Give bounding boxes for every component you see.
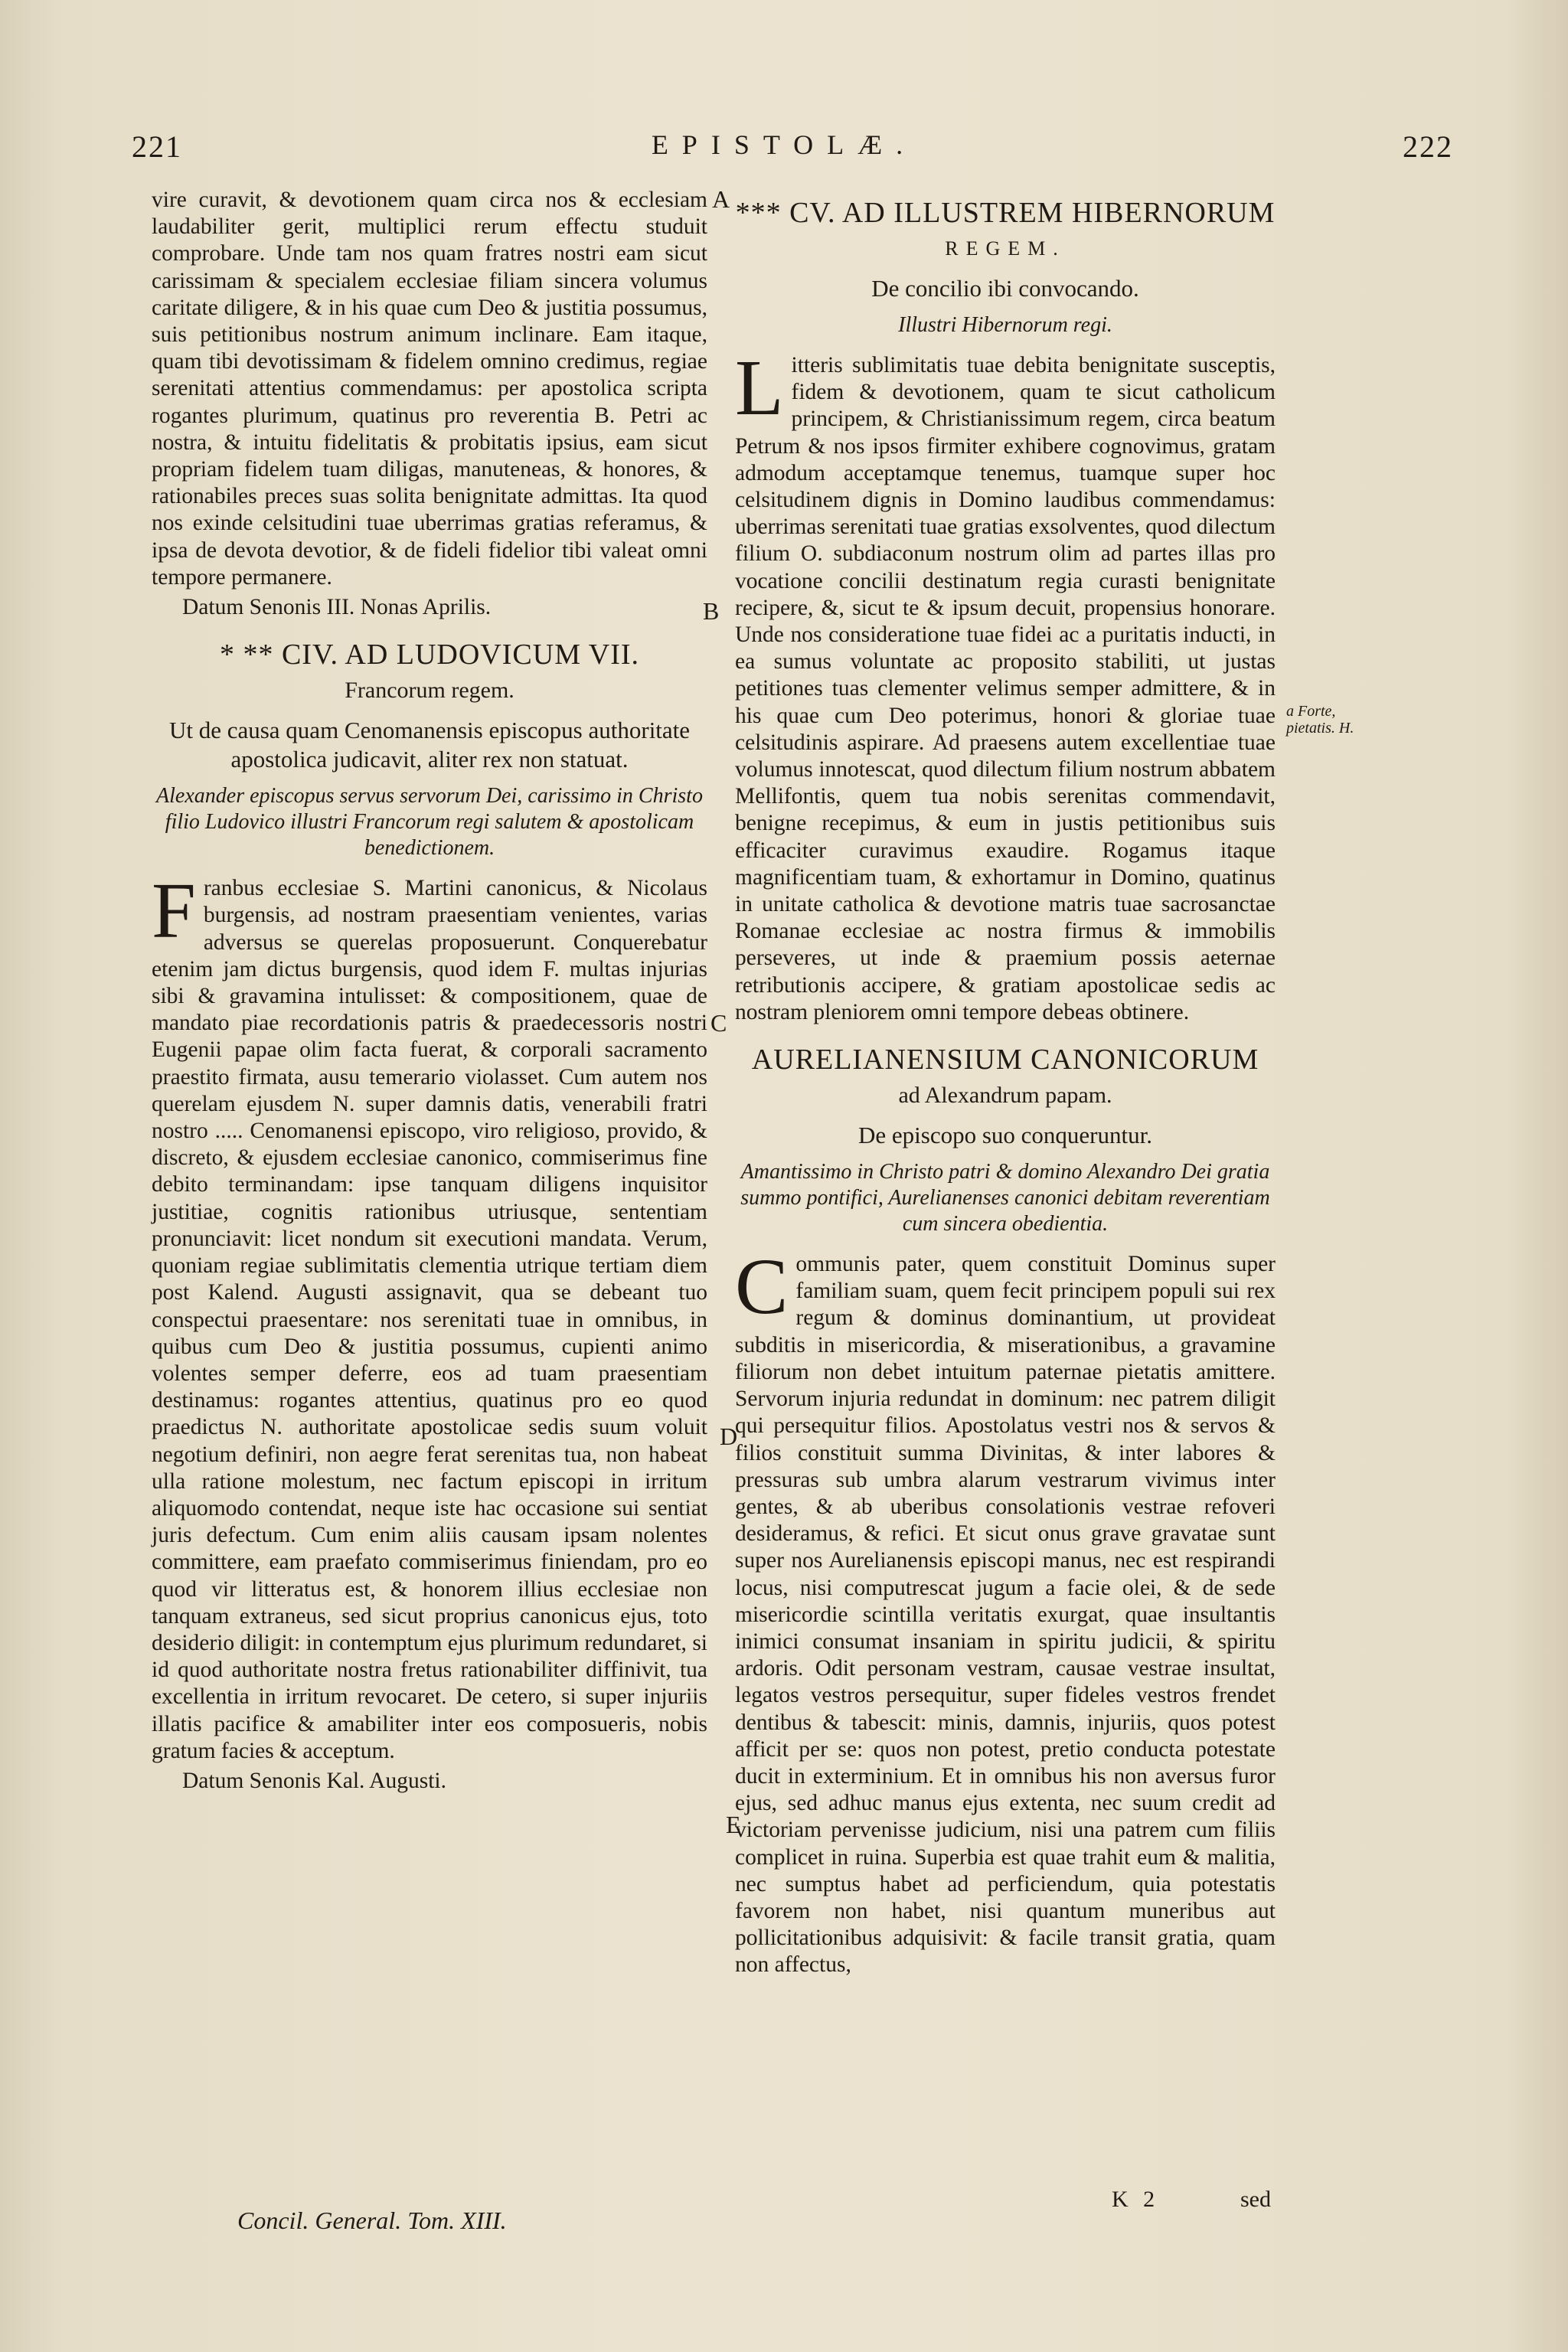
- right-page-number: 222: [1403, 129, 1453, 164]
- left-column: [152, 187, 707, 1795]
- catchword: sed: [1240, 2187, 1271, 2212]
- margin-letter-b: B: [703, 597, 720, 625]
- letter-summary: Ut de causa quam Cenomanensis episcopus authoritate apostolica judicavit, aliter rex non statuat.: [168, 717, 691, 773]
- margin-letter-c: C: [710, 1009, 727, 1037]
- letter-title: AURELIANENSIUM CANONICORUM: [751, 1044, 1259, 1076]
- letter-salutation: Alexander episcopus servus servorum Dei, carissimo in Christo filio Ludovico illustri Francorum regi salutem & apostolicam benedictionem.: [156, 784, 703, 861]
- letter-date: Datum Senonis Kal. Augusti.: [182, 1768, 446, 1793]
- letter-salutation: Amantissimo in Christo patri & domino Alexandro Dei gratia summo pontifici, Aurelianenses canonici debitam reverentiam cum sincera obedientia.: [740, 1160, 1270, 1236]
- margin-letter-e: E: [726, 1811, 741, 1838]
- letter-title: *** CV. AD ILLUSTREM HIBERNORUM: [735, 197, 1276, 229]
- letter-date: Datum Senonis III. Nonas Aprilis.: [182, 595, 492, 620]
- letter-salutation: Illustri Hibernorum regi.: [898, 313, 1112, 337]
- letter-summary: De concilio ibi convocando.: [871, 275, 1139, 302]
- letter-subtitle: REGEM.: [945, 237, 1066, 260]
- margin-letter-d: D: [720, 1423, 738, 1450]
- running-title: EPISTOLÆ.: [651, 129, 917, 160]
- signature-mark: K 2: [1112, 2187, 1160, 2212]
- letter-summary: De episcopo suo conqueruntur.: [858, 1122, 1152, 1149]
- left-page-number: 221: [132, 129, 182, 164]
- margin-letter-a: A: [712, 185, 730, 213]
- footer-source: Concil. General. Tom. XIII.: [237, 2207, 507, 2234]
- letter-continuation: vire curavit, & devotionem quam circa nos & ecclesiam laudabiliter gerit, multiplici rerum effectu studuit comprobare. Unde tam nos quam fratres nostri eam sicut carissimam & specialem ecclesiae filiam sincera volumus caritate diligere, & in his quae cum Deo & justitia possumus, suis petitionibus nostrum animum inclinare. Eam itaque, quam tibi devotissimam & fidelem omnino credimus, regiae serenitati attentius commendamus: per apostolica scripta rogantes plurimum, quatinus pro reverentia B. Petri ac nostra, & intuitu fidelitatis & probitatis ipsius, eam sicut propriam fidelem tuam diligas, manuteneas, & honores, & rationabiles preces suas solita benignitate admittas. Ita quod nos exinde celsitudini tuae uberrimas gratias referamus, & ipsa de devota devotior, & de fideli fidelior tibi valeat omni tempore permanere.: [152, 188, 707, 590]
- right-column: [735, 187, 1276, 1979]
- letter-subtitle: ad Alexandrum papam.: [898, 1083, 1112, 1109]
- letter-subtitle: Francorum regem.: [345, 678, 514, 704]
- letter-title: * ** CIV. AD LUDOVICUM VII.: [219, 639, 640, 671]
- marginal-note: a Forte, pietatis. H.: [1286, 703, 1354, 737]
- letter-body: Litteris sublimitatis tuae debita benignitate susceptis, fidem & devotionem, quam te sicut catholicum principem, & Christianissimum regem, circa beatum Petrum & nos ipsos firmiter exhibere cognovimus, gratam admodum acceptamque tenemus, tuamque super hoc celsitudinem dignis in Domino laudibus commendamus: uberrimas serenitati tuae gratias exsolventes, quod dilectum filium O. subdiaconum nostrum olim ad partes illas pro vocatione concilii destinatum regia curasti benignitate recipere, &, sicut te & ipsum decuit, propensius honorare. Unde nos consideratione tuae fidei ac a puritatis inducti, in ea sumus voluntate ac proposito stabiliti, ut justas petitiones tuas clementer velimus semper admittere, & in his quae cum Deo poterimus, honori & gloriae tuae celsitudinis aspirare. Ad praesens autem excellentiae tuae volumus innotescat, quod dilectum filium nostrum abbatem Mellifontis, quem tua nobis serenitas commendavit, benigne recepimus, & eum in justis petitionibus suis efficaciter curavimus exaudire. Rogamus itaque magnificentiam tuam, & exhortamur in Domino, quatinus in unitate catholica & devotione matris tuae sacrosanctae Romanae ecclesiae ac nostra firmus & immobilis perseveres, ut inde & praemium possis aeternae retributionis accipere, & gratiam apostolicae sedis ac nostram pleniorem omni tempore debeas obtinere.: [735, 344, 1276, 1024]
- letter-body: Franbus ecclesiae S. Martini canonicus, & Nicolaus burgensis, ad nostram praesentiam venientes, varias adversus se querelas proposuerunt. Conquerebatur etenim jam dictus burgensis, quod idem F. multas injurias sibi & gravamina intulisset: & compositionem, quae de mandato piae recordationis patris & praedecessoris nostri Eugenii papae olim facta fuerat, & corporali sacramento praestito firmata, ausu temerario violasset. Cum autem nos querelam ejusdem N. super damnis datis, venerabili fratri nostro ..... Cenomanensi episcopo, viro religioso, provido, & discreto, & ejusdem ecclesiae canonico, commiserimus fine debito terminandam: ipse tanquam diligens inquisitor justitiae, cognitis rationibus utriusque, sententiam pronunciavit: licet nondum sit executioni mandata. Verum, quoniam regiae sublimitatis clementia utrique tertiam diem post Kalend. Augusti assignavit, qua se debeant tuo conspectui praesentare: nos serenitati tuae in omnibus, in quibus cum Deo & justitia possumus, cupienti animo volentes semper deferre, eos ad tuam praesentiam destinamus: rogantes attentius, quatinus pro eo quod praedictus N. authoritate apostolicae sedis suum voluit negotium definiri, non aegre ferat serenitas tua, non habeat ulla ratione molestum, nec factum episcopi in irritum aliquomodo contendat, neque iste hac occasione sui sentiat juris defectum. Cum enim aliis causam ipsam nolentes committere, eam praefato commiserimus finiendam, pro eo quod vir litteratus est, & honorem illius ecclesiae non tanquam extraneus, sed sicut proprius canonicus ejus, toto desiderio diligit: in contemptum ejus plurimum redundaret, si id quod authoritate nostra fretus rationabiliter diffinivit, tua excellentia in irritum revocaret. De cetero, si super injuriis illatis pacifice & amabiliter inter eos composueris, nobis gratum facies & acceptum.: [152, 867, 707, 1763]
- letter-body: Communis pater, quem constituit Dominus super familiam suam, quem fecit principem populi sui rex regum & dominus dominantium, ut provideat subditis in misericordia, & miserationibus, a gravamine filiorum non debet intuitum paternae pietatis amittere. Servorum injuria redundat in dominum: nec patrem diligit qui persequitur filios. Apostolatus vestri nos & servos & filios constituit summa Divinitas, & inter labores & pressuras sub umbra alarum vestrarum vivimus inter gentes, & ab uberibus consolationis vestrae refoveri desideramus, & refici. Et sicut onus grave gravatae sunt super nos Aurelianensis episcopi manus, nec est respirandi locus, nisi computrescat jugum a facie olei, & de sede misericordie scintilla veritatis exurgat, quae insultantis inimici consumat insaniam in spiritu judicii, & spiritu ardoris. Odit personam vestram, causae vestrae insultat, legatos vestros persequitur, super fideles vestros frendet dentibus & tabescit: minis, damnis, injuriis, quos potest afficit per se: quos non potest, pretio conducta potestate ducit in exterminium. Et in omnibus his non aversus furor ejus, sed adhuc manus ejus extenta, nec suum credit ad victoriam pervenisse judicium, nisi una patrem cum filiis complicet in ruina. Superbia est quae trahit eum & malitia, nec sumptus habet ad perficiendum, quia potestatis favorem non habet, nisi quantum muneribus aut pollicitationibus adquisivit: & facile transit gratia, quam non affectus,: [735, 1243, 1276, 1978]
